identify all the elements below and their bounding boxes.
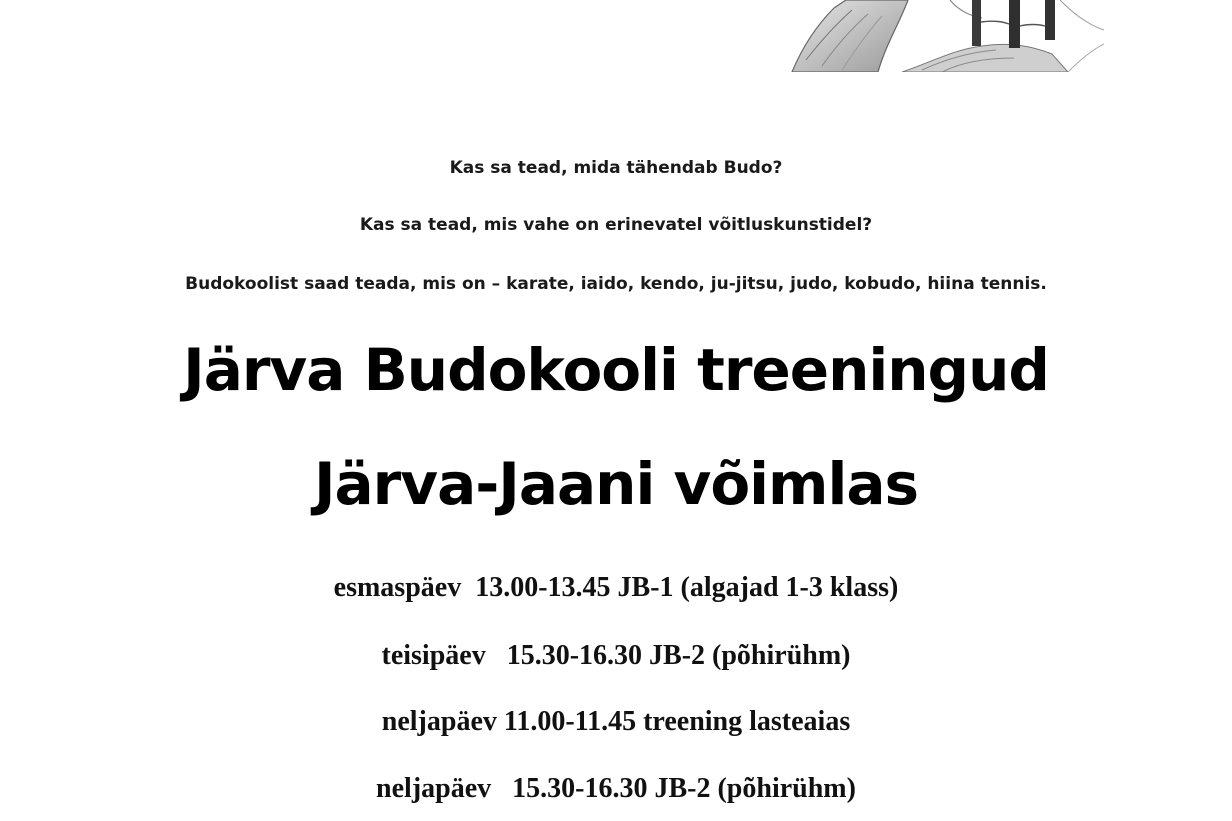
schedule-item: esmaspäev 13.00-13.45 JB-1 (algajad 1-3 klass) xyxy=(333,572,899,603)
intro-question-martial-arts: Kas sa tead, mis vahe on erinevatel võitluskunstidel? xyxy=(359,215,873,235)
pencil-sketch-illustration xyxy=(782,0,1104,72)
page-subtitle-location: Järva-Jaani võimlas xyxy=(313,450,919,518)
schedule-item: neljapäev 15.30-16.30 JB-2 (põhirühm) xyxy=(376,773,856,804)
intro-question-budo: Kas sa tead, mida tähendab Budo? xyxy=(449,158,783,178)
schedule-item: teisipäev 15.30-16.30 JB-2 (põhirühm) xyxy=(381,640,851,671)
page-title: Järva Budokooli treeningud xyxy=(183,336,1049,404)
intro-disciplines-list: Budokoolist saad teada, mis on – karate, iaido, kendo, ju-jitsu, judo, kobudo, hiina tennis. xyxy=(185,274,1047,294)
schedule-item: neljapäev 11.00-11.45 treening lasteaias xyxy=(381,706,851,737)
